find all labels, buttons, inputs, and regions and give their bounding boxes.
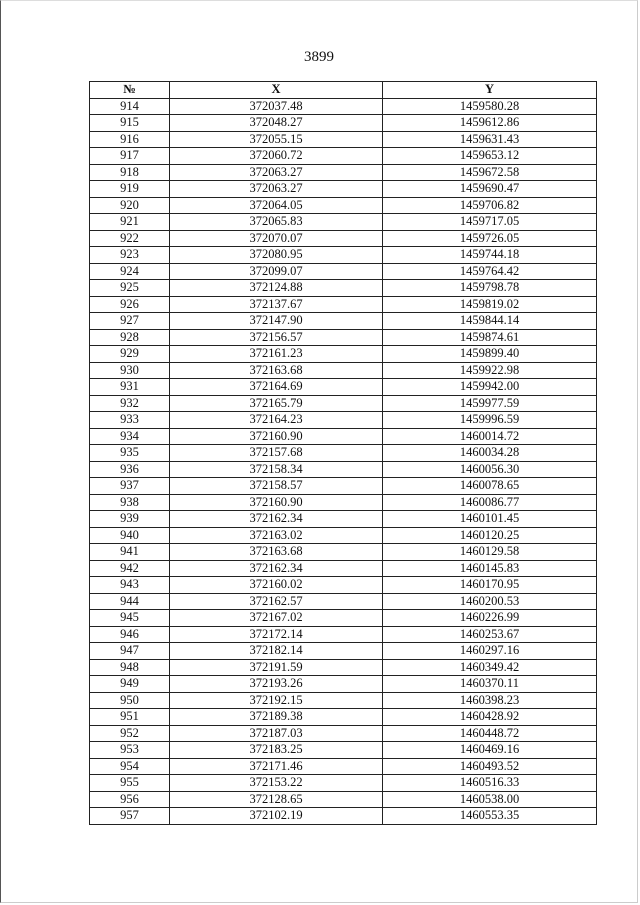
- cell-x: 372153.22: [170, 775, 383, 792]
- cell-x: 372162.57: [170, 593, 383, 610]
- cell-number: 919: [90, 181, 170, 198]
- cell-x: 372161.23: [170, 346, 383, 363]
- table-row: [90, 709, 597, 726]
- cell-y: 1460101.45: [383, 511, 597, 528]
- cell-x: 372099.07: [170, 263, 383, 280]
- cell-x: 372037.48: [170, 98, 383, 115]
- cell-number: 939: [90, 511, 170, 528]
- cell-y: 1459672.58: [383, 164, 597, 181]
- table-row: [90, 346, 597, 363]
- table-row: [90, 131, 597, 148]
- cell-x: 372193.26: [170, 676, 383, 693]
- cell-x: 372064.05: [170, 197, 383, 214]
- cell-number: 924: [90, 263, 170, 280]
- cell-x: 372191.59: [170, 659, 383, 676]
- cell-y: 1460398.23: [383, 692, 597, 709]
- cell-x: 372160.02: [170, 577, 383, 594]
- table-row: [90, 494, 597, 511]
- table-row: [90, 692, 597, 709]
- cell-number: 949: [90, 676, 170, 693]
- table-row: [90, 593, 597, 610]
- header-number: №: [90, 82, 170, 99]
- cell-y: 1460034.28: [383, 445, 597, 462]
- cell-y: 1460078.65: [383, 478, 597, 495]
- cell-y: 1459612.86: [383, 115, 597, 132]
- cell-x: 372187.03: [170, 725, 383, 742]
- cell-number: 941: [90, 544, 170, 561]
- cell-y: 1459922.98: [383, 362, 597, 379]
- table-row: [90, 280, 597, 297]
- cell-x: 372147.90: [170, 313, 383, 330]
- cell-number: 953: [90, 742, 170, 759]
- cell-number: 943: [90, 577, 170, 594]
- table-row: [90, 247, 597, 264]
- cell-y: 1459653.12: [383, 148, 597, 165]
- cell-number: 932: [90, 395, 170, 412]
- cell-x: 372172.14: [170, 626, 383, 643]
- cell-y: 1460493.52: [383, 758, 597, 775]
- table-row: [90, 214, 597, 231]
- cell-x: 372189.38: [170, 709, 383, 726]
- cell-x: 372080.95: [170, 247, 383, 264]
- cell-y: 1460086.77: [383, 494, 597, 511]
- cell-number: 945: [90, 610, 170, 627]
- cell-number: 952: [90, 725, 170, 742]
- table-row: [90, 164, 597, 181]
- table-row: [90, 461, 597, 478]
- cell-y: 1459744.18: [383, 247, 597, 264]
- table-row: [90, 230, 597, 247]
- coordinates-table: [89, 81, 597, 825]
- cell-y: 1459996.59: [383, 412, 597, 429]
- cell-number: 954: [90, 758, 170, 775]
- cell-x: 372164.69: [170, 379, 383, 396]
- cell-y: 1459764.42: [383, 263, 597, 280]
- cell-number: 950: [90, 692, 170, 709]
- cell-x: 372163.68: [170, 362, 383, 379]
- cell-y: 1459726.05: [383, 230, 597, 247]
- cell-y: 1460145.83: [383, 560, 597, 577]
- cell-x: 372102.19: [170, 808, 383, 825]
- cell-y: 1460200.53: [383, 593, 597, 610]
- table-row: [90, 791, 597, 808]
- cell-number: 957: [90, 808, 170, 825]
- cell-x: 372163.02: [170, 527, 383, 544]
- table-row: [90, 643, 597, 660]
- cell-x: 372156.57: [170, 329, 383, 346]
- table-header-row: [90, 82, 597, 99]
- cell-number: 947: [90, 643, 170, 660]
- cell-y: 1460170.95: [383, 577, 597, 594]
- cell-number: 914: [90, 98, 170, 115]
- table-row: [90, 445, 597, 462]
- table-row: [90, 362, 597, 379]
- cell-number: 946: [90, 626, 170, 643]
- table-row: [90, 725, 597, 742]
- cell-y: 1459706.82: [383, 197, 597, 214]
- cell-number: 926: [90, 296, 170, 313]
- cell-number: 929: [90, 346, 170, 363]
- cell-y: 1460469.16: [383, 742, 597, 759]
- cell-x: 372048.27: [170, 115, 383, 132]
- cell-number: 940: [90, 527, 170, 544]
- cell-number: 933: [90, 412, 170, 429]
- cell-x: 372182.14: [170, 643, 383, 660]
- cell-x: 372163.68: [170, 544, 383, 561]
- cell-y: 1459844.14: [383, 313, 597, 330]
- cell-y: 1460553.35: [383, 808, 597, 825]
- cell-number: 925: [90, 280, 170, 297]
- table-row: [90, 296, 597, 313]
- cell-number: 930: [90, 362, 170, 379]
- cell-x: 372055.15: [170, 131, 383, 148]
- cell-number: 920: [90, 197, 170, 214]
- cell-x: 372162.34: [170, 560, 383, 577]
- table-row: [90, 659, 597, 676]
- cell-x: 372063.27: [170, 181, 383, 198]
- table-row: [90, 676, 597, 693]
- table-body: [90, 98, 597, 824]
- cell-y: 1459717.05: [383, 214, 597, 231]
- cell-y: 1459977.59: [383, 395, 597, 412]
- cell-y: 1460448.72: [383, 725, 597, 742]
- cell-number: 951: [90, 709, 170, 726]
- cell-x: 372157.68: [170, 445, 383, 462]
- cell-number: 936: [90, 461, 170, 478]
- cell-number: 923: [90, 247, 170, 264]
- cell-y: 1460226.99: [383, 610, 597, 627]
- cell-number: 942: [90, 560, 170, 577]
- table-row: [90, 412, 597, 429]
- cell-y: 1459580.28: [383, 98, 597, 115]
- cell-x: 372164.23: [170, 412, 383, 429]
- cell-y: 1460129.58: [383, 544, 597, 561]
- cell-y: 1460516.33: [383, 775, 597, 792]
- cell-number: 931: [90, 379, 170, 396]
- table-row: [90, 742, 597, 759]
- cell-x: 372128.65: [170, 791, 383, 808]
- table-row: [90, 758, 597, 775]
- cell-x: 372183.25: [170, 742, 383, 759]
- table-row: [90, 263, 597, 280]
- table-row: [90, 808, 597, 825]
- cell-x: 372060.72: [170, 148, 383, 165]
- cell-y: 1459942.00: [383, 379, 597, 396]
- cell-x: 372158.34: [170, 461, 383, 478]
- cell-number: 917: [90, 148, 170, 165]
- cell-number: 918: [90, 164, 170, 181]
- header-x: X: [170, 82, 383, 99]
- cell-x: 372160.90: [170, 494, 383, 511]
- cell-number: 934: [90, 428, 170, 445]
- table-row: [90, 379, 597, 396]
- cell-y: 1459798.78: [383, 280, 597, 297]
- cell-number: 916: [90, 131, 170, 148]
- cell-x: 372158.57: [170, 478, 383, 495]
- cell-number: 927: [90, 313, 170, 330]
- cell-number: 921: [90, 214, 170, 231]
- cell-x: 372171.46: [170, 758, 383, 775]
- table-row: [90, 478, 597, 495]
- cell-x: 372162.34: [170, 511, 383, 528]
- cell-y: 1460538.00: [383, 791, 597, 808]
- cell-y: 1459874.61: [383, 329, 597, 346]
- cell-x: 372165.79: [170, 395, 383, 412]
- table-row: [90, 511, 597, 528]
- table-row: [90, 115, 597, 132]
- cell-number: 944: [90, 593, 170, 610]
- cell-x: 372167.02: [170, 610, 383, 627]
- table-row: [90, 329, 597, 346]
- cell-y: 1459690.47: [383, 181, 597, 198]
- cell-number: 935: [90, 445, 170, 462]
- cell-number: 938: [90, 494, 170, 511]
- cell-number: 955: [90, 775, 170, 792]
- table-row: [90, 98, 597, 115]
- cell-x: 372137.67: [170, 296, 383, 313]
- cell-number: 948: [90, 659, 170, 676]
- cell-y: 1460297.16: [383, 643, 597, 660]
- cell-x: 372063.27: [170, 164, 383, 181]
- table-row: [90, 560, 597, 577]
- cell-x: 372124.88: [170, 280, 383, 297]
- table-row: [90, 544, 597, 561]
- cell-x: 372160.90: [170, 428, 383, 445]
- cell-x: 372192.15: [170, 692, 383, 709]
- cell-y: 1460349.42: [383, 659, 597, 676]
- cell-y: 1459899.40: [383, 346, 597, 363]
- page-number: 3899: [304, 49, 334, 65]
- table-row: [90, 148, 597, 165]
- table-row: [90, 626, 597, 643]
- table-row: [90, 775, 597, 792]
- table-row: [90, 577, 597, 594]
- cell-y: 1460370.11: [383, 676, 597, 693]
- cell-number: 937: [90, 478, 170, 495]
- cell-y: 1459631.43: [383, 131, 597, 148]
- cell-number: 922: [90, 230, 170, 247]
- cell-y: 1460014.72: [383, 428, 597, 445]
- cell-y: 1460120.25: [383, 527, 597, 544]
- table-row: [90, 395, 597, 412]
- table-row: [90, 197, 597, 214]
- cell-y: 1460253.67: [383, 626, 597, 643]
- cell-number: 928: [90, 329, 170, 346]
- table-row: [90, 428, 597, 445]
- cell-x: 372070.07: [170, 230, 383, 247]
- cell-number: 915: [90, 115, 170, 132]
- header-y: Y: [383, 82, 597, 99]
- cell-y: 1460056.30: [383, 461, 597, 478]
- table-row: [90, 181, 597, 198]
- cell-y: 1460428.92: [383, 709, 597, 726]
- table-row: [90, 313, 597, 330]
- cell-number: 956: [90, 791, 170, 808]
- table-row: [90, 527, 597, 544]
- cell-y: 1459819.02: [383, 296, 597, 313]
- table-row: [90, 610, 597, 627]
- cell-x: 372065.83: [170, 214, 383, 231]
